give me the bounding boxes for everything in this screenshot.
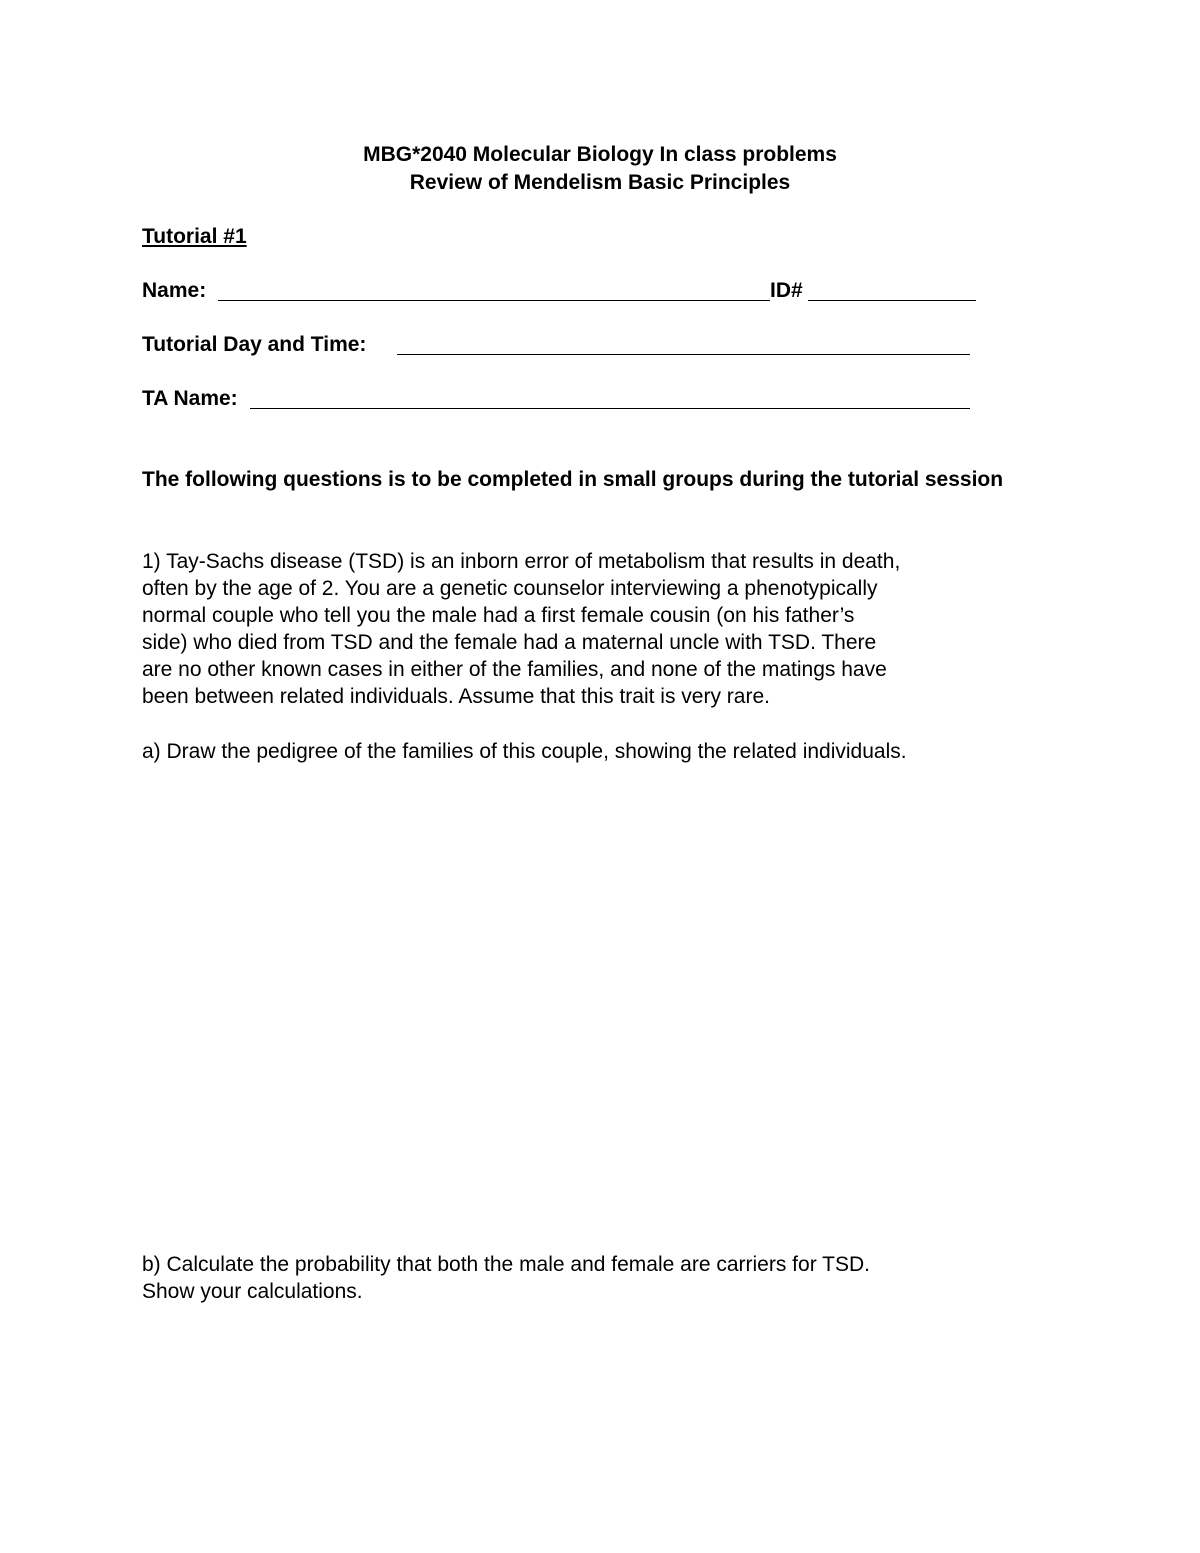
id-label: ID#: [770, 279, 803, 302]
tutorial-heading: Tutorial #1: [142, 225, 247, 248]
document-subtitle: Review of Mendelism Basic Principles: [409, 171, 791, 194]
group-instructions: The following questions is to be completed in small groups during the tutorial session: [142, 468, 1004, 491]
ta-name-blank[interactable]: [250, 408, 970, 409]
ta-name-label: TA Name:: [142, 387, 238, 410]
name-label: Name:: [142, 279, 207, 302]
tutorial-day-time-label: Tutorial Day and Time:: [142, 333, 367, 356]
name-blank[interactable]: [218, 300, 770, 301]
question-1-part-b: b) Calculate the probability that both the male and female are carriers for TSD. Show your calculations.: [142, 1253, 870, 1303]
question-1-part-a: a) Draw the pedigree of the families of this couple, showing the related individuals.: [142, 740, 907, 763]
document-title: MBG*2040 Molecular Biology In class problems: [363, 143, 837, 166]
id-blank[interactable]: [808, 300, 976, 301]
question-1-stem: 1) Tay-Sachs disease (TSD) is an inborn error of metabolism that results in death, often by the age of 2. You are a genetic counselor interviewing a phenotypically normal couple who tell you the male had a first female cousin (on his father’s side) who died from TSD and the female had a maternal uncle with TSD. There are no other known cases in either of the families, and none of the matings have been between related individuals. Assume that this trait is very rare.: [142, 550, 901, 708]
tutorial-day-time-blank[interactable]: [397, 354, 970, 355]
